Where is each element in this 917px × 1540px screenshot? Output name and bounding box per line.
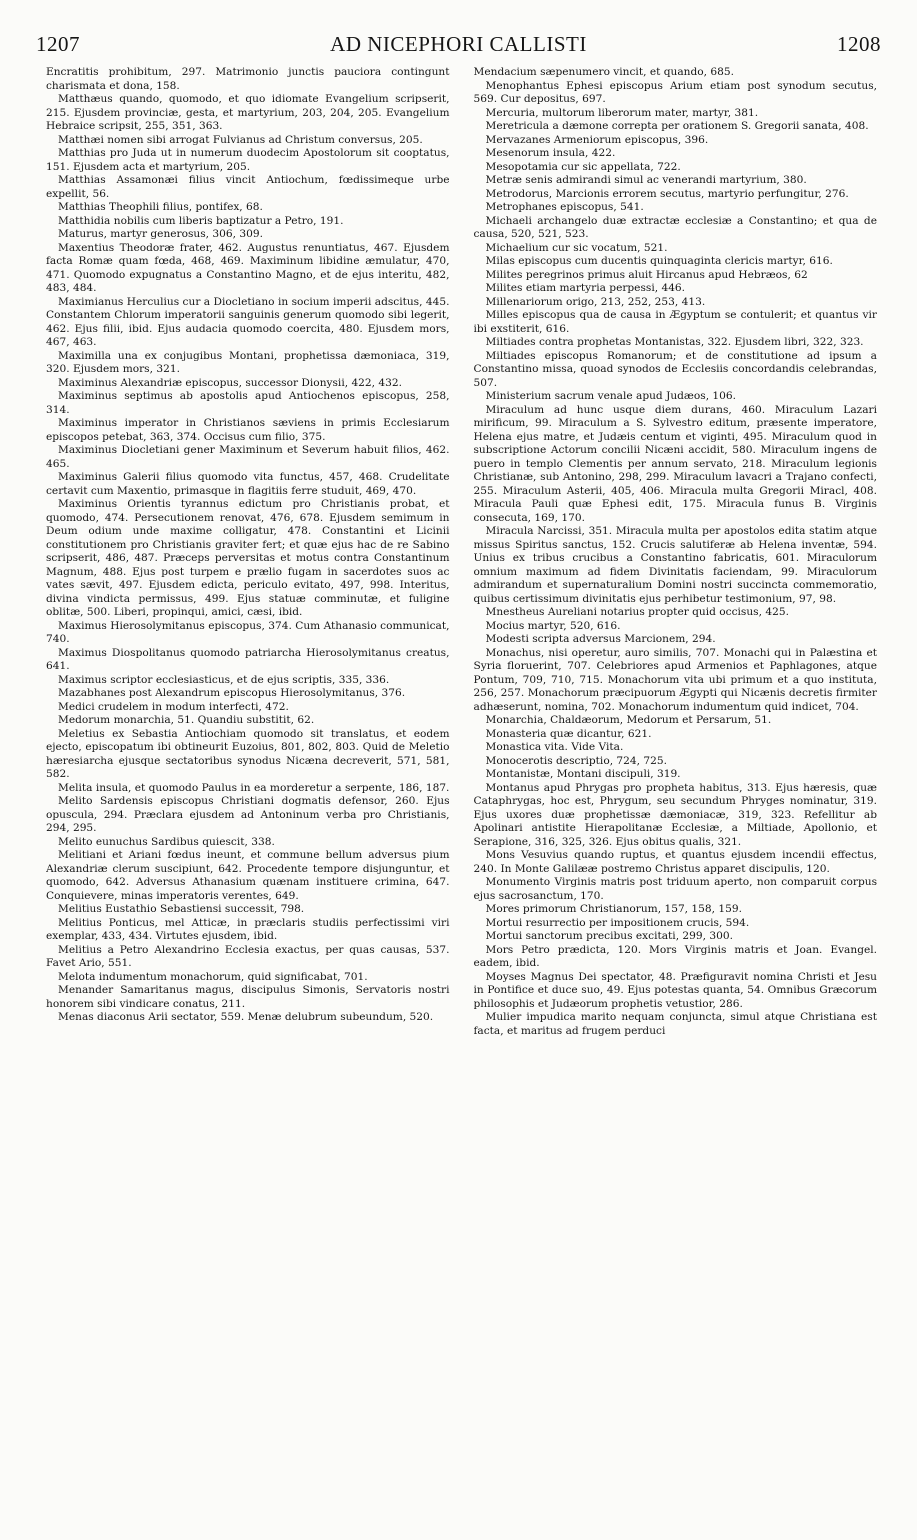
- index-entry: Meretricula a dæmone correpta per orationem S. Gregorii sanata, 408.: [485, 120, 869, 132]
- index-entry: Mnestheus Aureliani notarius propter quid occisus, 425.: [485, 606, 789, 618]
- index-entry: Monumento Virginis matris post triduum aperto, non comparuit corpus ejus sacrosanctum, 170.: [473, 876, 877, 902]
- index-entry: Maximinus septimus ab apostolis apud Antiochenos episcopus, 258, 314.: [46, 390, 450, 416]
- index-columns: [46, 66, 877, 1528]
- index-entry: Mercuria, multorum liberorum mater, martyr, 381.: [485, 106, 759, 119]
- index-entry: Maximinus Alexandriæ episcopus, successor Dionysii, 422, 432.: [58, 376, 402, 389]
- index-entry: Mons Vesuvius quando ruptus, et quantus ejusdem incendii effectus, 240. In Monte Galilææ postremo Christus apparet discipulis, 120.: [473, 849, 877, 875]
- index-entry: Monachus, nisi operetur, auro similis, 707. Monachi qui in Palæstina et Syria floruerint, 707. Celebriores apud Armenios et Paphlagones, atque Pontum, 709, 710, 715. Monachorum vita ubi primum et a quo instituta, 256, 257. Monachorum præcipuorum Ægypti qui Nicænis decretis firmiter adhæserunt, nomina, 702. Monachorum indumentum quid indicet, 704.: [473, 646, 877, 713]
- index-entry: Matthæus quando, quomodo, et quo idiomate Evangelium scripserit, 215. Ejusdem provinciæ, gesta, et martyrium, 203, 204, 205. Evangelium Hebraice scripsit, 255, 351, 363.: [46, 93, 450, 132]
- right-page-number: 1208: [837, 32, 881, 56]
- index-entry: Maximinus Diocletiani gener Maximinum et Severum habuit filios, 462. 465.: [46, 444, 450, 470]
- index-entry: Miraculum ad hunc usque diem durans, 460. Miraculum Lazari mirificum, 99. Miraculum a S. Sylvestro editum, præsente imperatore, Helena ejus matre, et Judæis centum et viginti, 495. Miraculum quod in subscriptione Actorum concilii Nicæni accidit, 580. Miraculum ingens de puero in templo Clementis per annum servato, 218. Miraculum legionis Christianæ, sub Antonino, 298, 299. Miraculum lavacri a Trajano confecti, 255. Miraculum Asterii, 405, 406. Miracula multa Gregorii Miracl, 408. Miracula Pauli quæ Ephesi edit, 175. Miracula funus B. Virginis consecuta, 169, 170.: [473, 403, 877, 524]
- index-entry: Monarchia, Chaldæorum, Medorum et Persarum, 51.: [485, 714, 772, 726]
- index-entry: Medorum monarchia, 51. Quandiu substitit, 62.: [58, 714, 315, 726]
- index-entry: Mesopotamia cur sic appellata, 722.: [485, 160, 681, 173]
- index-entry: Maximus Hierosolymitanus episcopus, 374. Cum Athanasio communicat, 740.: [46, 619, 450, 645]
- index-entry: Melito eunuchus Sardibus quiescit, 338.: [58, 835, 275, 848]
- index-entry: Mervazanes Armeniorum episcopus, 396.: [485, 133, 709, 146]
- index-entry: Maximinus imperator in Christianos sæviens in primis Ecclesiarum episcopos petebat, 363, 374. Occisus cum filio, 375.: [46, 417, 450, 443]
- index-entry: Menas diaconus Arii sectator, 559. Menæ delubrum subeundum, 520.: [58, 1011, 434, 1023]
- index-entry: Mazabhanes post Alexandrum episcopus Hierosolymitanus, 376.: [58, 687, 406, 699]
- index-entry: Milles episcopus qua de causa in Ægyptum se contulerit; et quantus vir ibi exstiterit, 616.: [473, 309, 877, 335]
- index-entry: Michaelium cur sic vocatum, 521.: [485, 241, 668, 254]
- index-entry: Millenariorum origo, 213, 252, 253, 413.: [485, 295, 706, 308]
- index-entry: Modesti scripta adversus Marcionem, 294.: [485, 633, 716, 645]
- index-entry: Mendacium sæpenumero vincit, et quando, 685.: [473, 66, 734, 78]
- index-entry: Monasteria quæ dicantur, 621.: [485, 727, 652, 740]
- index-entry: Matthidia nobilis cum liberis baptizatur a Petro, 191.: [58, 214, 344, 227]
- left-page-number: 1207: [36, 32, 80, 56]
- index-entry: Maximilla una ex conjugibus Montani, prophetissa dæmoniaca, 319, 320. Ejusdem mors, 321.: [46, 349, 450, 375]
- index-entry: Meletius ex Sebastia Antiochiam quomodo sit translatus, et eodem ejecto, episcopatum ibi obtineurit Euzoius, 801, 802, 803. Quid de Meletio hæresiarcha ejusque sectatoribus synodus Nicæna decreverit, 571, 581, 582.: [46, 727, 450, 780]
- index-entry: Mulier impudica marito nequam conjuncta, simul atque Christiana est facta, et maritus ad frugem perduci: [473, 1011, 877, 1037]
- index-entry: Montanistæ, Montani discipuli, 319.: [485, 768, 681, 780]
- index-entry: Maxentius Theodoræ frater, 462. Augustus renuntiatus, 467. Ejusdem facta Romæ quam fœda, 468, 469. Maximinum libidine æmulatur, 470, 471. Quomodo expugnatus a Constantino Magno, et de ejus interitu, 482, 483, 484.: [46, 241, 450, 294]
- index-entry: Moyses Magnus Dei spectator, 48. Præfiguravit nomina Christi et Jesu in Pontifice et duce suo, 49. Ejus potestas quanta, 54. Omnibus Græcorum philosophis et Judæorum prophetis vetustior, 286.: [473, 970, 877, 1010]
- index-entry: Menophantus Ephesi episcopus Arium etiam post synodum secutus, 569. Cur depositus, 697.: [473, 79, 877, 105]
- index-entry: Mesenorum insula, 422.: [485, 147, 616, 159]
- index-column-right: [474, 66, 878, 1528]
- index-entry: Monastica vita. Vide Vita.: [485, 741, 624, 753]
- index-entry: Melitius a Petro Alexandrino Ecclesia exactus, per quas causas, 537. Favet Ario, 551.: [46, 943, 450, 969]
- index-entry: Medici crudelem in modum interfecti, 472.: [58, 700, 289, 713]
- index-entry: Milites peregrinos primus aluit Hircanus apud Hebræos, 62: [485, 268, 808, 281]
- index-column-left: [46, 66, 450, 1528]
- index-entry: Maximus scriptor ecclesiasticus, et de ejus scriptis, 335, 336.: [58, 673, 390, 686]
- index-entry: Matthias pro Juda ut in numerum duodecim Apostolorum sit cooptatus, 151. Ejusdem acta et martyrium, 205.: [46, 147, 450, 173]
- index-entry: Milas episcopus cum ducentis quinquaginta clericis martyr, 616.: [485, 255, 833, 267]
- index-entry: Melitiani et Ariani fœdus ineunt, et commune bellum adversus pium Alexandriæ clerum suscipiunt, 642. Procedente tempore disjunguntur, et quomodo, 642. Adversus Athanasium quænam instituere crimina, 647. Conquievere, minas imperatoris verentes, 649.: [46, 849, 450, 902]
- index-entry: Mortui resurrectio per impositionem crucis, 594.: [485, 916, 750, 929]
- index-entry: Maximinus Orientis tyrannus edictum pro Christianis probat, et quomodo, 474. Persecutionem renovat, 476, 678. Ejusdem semimum in Deum odium unde maxime colligatur, 478. Constantini et Licinii constitutionem pro Christianis graviter fert; et quæ ejus hac de re Sabino scripserit, 486, 487. Præceps perversitas et motus contra Constantinum Magnum, 488. Ejus post turpem e prælio fugam in sacerdotes suos ac vates sævit, 497. Ejusdem edicta, periculo evitato, 497, 998. Interitus, divina vindicta permissus, 499. Ejus statuæ comminutæ, et fuligine oblitæ, 500. Liberi, propinqui, amici, cæsi, ibid.: [46, 498, 450, 618]
- index-entry: Mortui sanctorum precibus excitati, 299, 300.: [485, 930, 733, 942]
- index-entry: Miltiades episcopus Romanorum; et de constitutione ad ipsum a Constantino missa, quoad synodos de Ecclesiis concordandis celebrandas, 507.: [473, 349, 877, 389]
- running-header: [36, 32, 881, 58]
- index-entry: Michaeli archangelo duæ extractæ ecclesiæ a Constantino; et qua de causa, 520, 521, 523.: [473, 214, 877, 240]
- index-entry: Metræ senis admirandi simul ac venerandi martyrium, 380.: [485, 174, 807, 186]
- index-entry: Maturus, martyr generosus, 306, 309.: [58, 228, 263, 240]
- index-entry: Mocius martyr, 520, 616.: [485, 619, 621, 632]
- index-entry: Melitius Eustathio Sebastiensi successit, 798.: [58, 903, 305, 915]
- index-entry: Ministerium sacrum venale apud Judæos, 106.: [485, 390, 737, 402]
- index-entry: Mores primorum Christianorum, 157, 158, 159.: [485, 903, 742, 915]
- index-entry: Montanus apud Phrygas pro propheta habitus, 313. Ejus hæresis, quæ Cataphrygas, hoc est, Phrygum, seu secundum Phryges nominatur, 319. Ejus uxores duæ prophetissæ dæmoniacæ, 319, 323. Refellitur ab Apolinari antistite Hierapolitanæ Ecclesiæ, a Miltiade, Apollonio, et Serapione, 316, 325, 326. Ejus obitus qualis, 321.: [473, 781, 877, 848]
- index-entry: Matthias Theophili filius, pontifex, 68.: [58, 201, 263, 213]
- index-entry: Melitius Ponticus, mel Atticæ, in præclaris studiis perfectissimi viri exemplar, 433, 434. Virtutes ejusdem, ibid.: [46, 916, 450, 942]
- index-entry: Maximianus Herculius cur a Diocletiano in socium imperii adscitus, 445. Constantem Chlorum imperatorii sanguinis generum quomodo sibi legerit, 462. Ejus filii, ibid. Ejus audacia quomodo coercita, 480. Ejusdem mors, 467, 463.: [46, 295, 450, 348]
- index-entry: Maximinus Galerii filius quomodo vita functus, 457, 468. Crudelitate certavit cum Maxentio, primasque in flagitiis ferre studuit, 469, 470.: [46, 471, 450, 497]
- index-entry: Mors Petro prædicta, 120. Mors Virginis matris et Joan. Evangel. eadem, ibid.: [473, 943, 877, 969]
- index-entry: Metrodorus, Marcionis errorem secutus, martyrio perfungitur, 276.: [485, 187, 849, 200]
- index-entry: Menander Samaritanus magus, discipulus Simonis, Servatoris nostri honorem sibi vindicare conatus, 211.: [46, 984, 450, 1010]
- index-entry: Monocerotis descriptio, 724, 725.: [485, 754, 667, 767]
- index-entry: Melito Sardensis episcopus Christiani dogmatis defensor, 260. Ejus opuscula, 294. Præclara ejusdem ad Antoninum verba pro Christianis, 294, 295.: [46, 795, 450, 834]
- index-entry: Miltiades contra prophetas Montanistas, 322. Ejusdem libri, 322, 323.: [485, 336, 864, 348]
- index-entry: Melota indumentum monachorum, quid significabat, 701.: [58, 970, 368, 983]
- index-entry: Maximus Diospolitanus quomodo patriarcha Hierosolymitanus creatus, 641.: [46, 646, 450, 672]
- index-entry: Metrophanes episcopus, 541.: [485, 201, 644, 213]
- index-entry: Encratitis prohibitum, 297. Matrimonio junctis pauciora contingunt charismata et dona, 158.: [46, 66, 450, 92]
- index-entry: Milites etiam martyria perpessi, 446.: [485, 282, 686, 294]
- index-entry: Melita insula, et quomodo Paulus in ea morderetur a serpente, 186, 187.: [58, 781, 450, 794]
- index-entry: Miracula Narcissi, 351. Miracula multa per apostolos edita statim atque missus Spiritus sanctus, 152. Crucis salutiferæ ab Helena inventæ, 594. Unius ex tribus crucibus a Constantino fabricatis, 601. Miraculorum omnium maximum ad fidem Divinitatis faciendam, 99. Miraculorum admirandum et supernaturalium Domini nostri succincta commemoratio, quibus certissimum divinitatis ejus perhibetur testimonium, 97, 98.: [473, 525, 877, 605]
- index-entry: Matthias Assamonæi filius vincit Antiochum, fœdissimeque urbe expellit, 56.: [46, 174, 450, 200]
- running-title: AD NICEPHORI CALLISTI: [330, 32, 587, 56]
- index-entry: Matthæi nomen sibi arrogat Fulvianus ad Christum conversus, 205.: [58, 133, 423, 146]
